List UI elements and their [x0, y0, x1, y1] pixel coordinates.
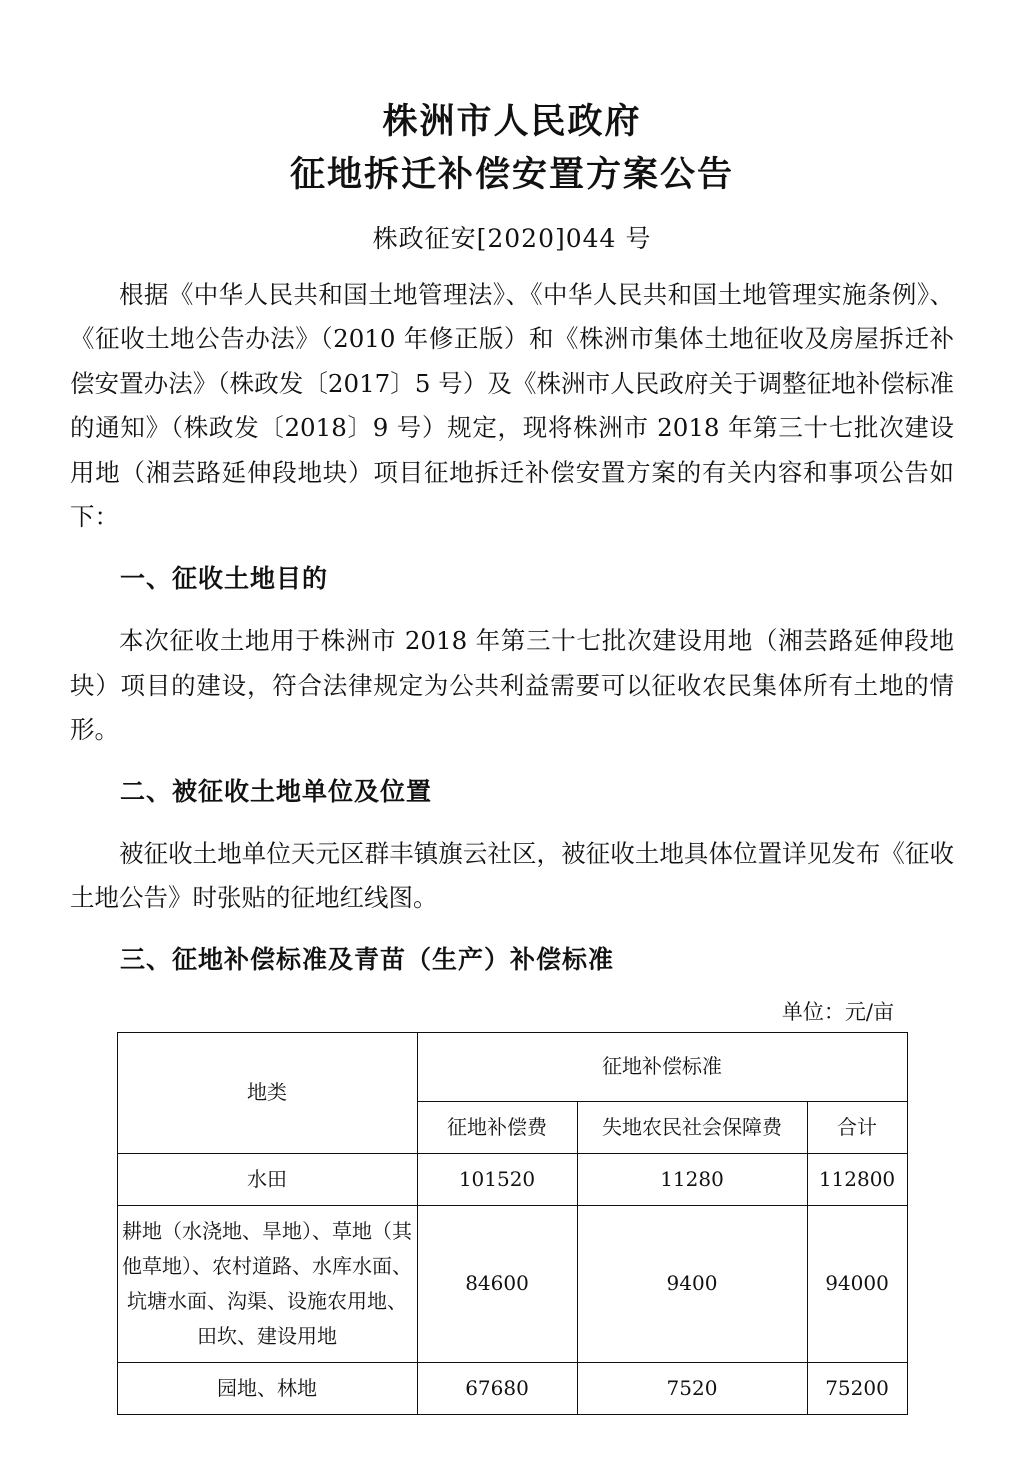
section-body-block-1: [70, 619, 954, 753]
cell-landtype: 耕地（水浇地、旱地）、草地（其他草地）、农村道路、水库水面、坑塘水面、沟渠、设施农用地、田坎、建设用地: [117, 1205, 417, 1362]
header-compensation-fee: 征地补偿费: [417, 1101, 577, 1153]
cell-total: 75200: [807, 1362, 907, 1414]
page-title: [0, 98, 1024, 199]
section-body-2: 被征收土地单位天元区群丰镇旗云社区，被征收土地具体位置详见发布《征收土地公告》时张贴的征地红线图。: [70, 838, 954, 913]
header-total: 合计: [807, 1101, 907, 1153]
table-row: [117, 1362, 907, 1414]
section-body-1: 本次征收土地用于株洲市 2018 年第三十七批次建设用地（湘芸路延伸段地块）项目的建设，符合法律规定为公共利益需要可以征收农民集体所有土地的情形。: [70, 625, 954, 745]
cell-total: 112800: [807, 1153, 907, 1205]
cell-compensation: 84600: [417, 1205, 577, 1362]
cell-social-security: 11280: [577, 1153, 807, 1205]
cell-social-security: 9400: [577, 1205, 807, 1362]
intro-paragraph-block: [70, 273, 954, 540]
table-header-row-1: [117, 1032, 907, 1101]
cell-compensation: 101520: [417, 1153, 577, 1205]
header-group-title: 征地补偿标准: [417, 1032, 907, 1101]
header-landtype: 地类: [117, 1032, 417, 1153]
section-heading-2: 二、被征收土地单位及位置: [120, 776, 433, 806]
cell-landtype: 水田: [117, 1153, 417, 1205]
intro-paragraph: 根据《中华人民共和国土地管理法》、《中华人民共和国土地管理实施条例》、《征收土地公告办法》（2010 年修正版）和《株洲市集体土地征收及房屋拆迁补偿安置办法》（株政发〔2017〕5 号）及《株洲市人民政府关于调整征地补偿标准的通知》（株政发〔2018〕9 号）规定，现将株洲市 2018 年第三十七批次建设用地（湘芸路延伸段地块）项目征地拆迁补偿安置方案的有关内容和事项公告如下：: [70, 279, 954, 532]
title-line-2: 征地拆迁补偿安置方案公告: [289, 154, 734, 196]
cell-social-security: 7520: [577, 1362, 807, 1414]
cell-compensation: 67680: [417, 1362, 577, 1414]
table-unit-note: 单位：元/亩: [781, 999, 894, 1024]
compensation-table: [117, 1032, 908, 1415]
header-social-security-fee: 失地农民社会保障费: [577, 1101, 807, 1153]
cell-total: 94000: [807, 1205, 907, 1362]
document-number: 株政征安[2020]044 号: [372, 223, 652, 253]
title-line-1: 株洲市人民政府: [382, 101, 642, 142]
cell-landtype: 园地、林地: [117, 1362, 417, 1414]
table-row: [117, 1205, 907, 1362]
section-heading-1: 一、征收土地目的: [120, 563, 329, 593]
section-heading-3: 三、征地补偿标准及青苗（生产）补偿标准: [120, 944, 615, 974]
section-body-block-2: [70, 832, 954, 921]
table-row: [117, 1153, 907, 1205]
